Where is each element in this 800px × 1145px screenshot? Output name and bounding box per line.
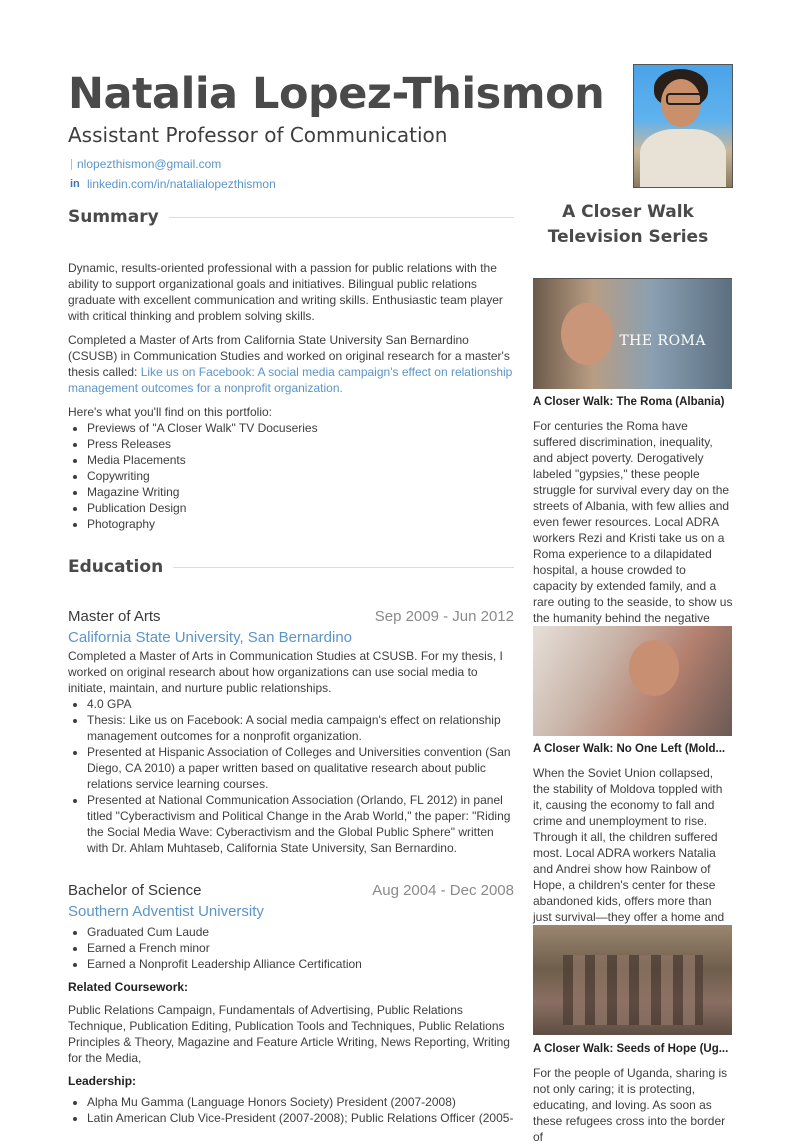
video-description: When the Soviet Union collapsed, the stability of Moldova toppled with it, causing the economy to fall and crime and unemployment to rise. Through it all, the children suffered most. Local ADRA workers Natalia and Andrei show how Rainbow of Hope, a children's center for these abandoned kids, offers more than just survival—they offer a home and — [533, 766, 725, 924]
contact-block — [68, 154, 514, 194]
coursework-text: Public Relations Campaign, Fundamentals of Advertising, Public Relations Technique, Publication Editing, Publication Tools and Techniques, Public Relations Principles & Theory, Magazine and Feature Article Writing, News Reporting, Writing for the Media, — [68, 1003, 510, 1065]
linkedin-row[interactable] — [68, 174, 514, 194]
video-description: For centuries the Roma have suffered discrimination, inequality, and abject poverty. Derogatively labeled "gypsies," these people struggle for survival every day on the streets of Albania, with few allies and even fewer resources. Local ADRA workers Rezi and Kristi take us on a Roma experience to a dilapidated hospital, a house crowded to capacity by extended family, and a rare outing to the seaside, to show us the humanity behind the negative — [533, 419, 733, 625]
photo-body-shape — [640, 129, 726, 188]
leadership-label: Leadership: — [68, 1074, 137, 1088]
video-thumbnail-uganda[interactable] — [533, 925, 732, 1035]
education-entry-bs — [68, 882, 514, 1126]
degree-dates: Aug 2004 - Dec 2008 — [372, 882, 514, 899]
summary-heading: Summary — [68, 207, 159, 227]
sidebar-title: A Closer Walk Television Series — [547, 202, 709, 247]
list-item: • Publication Design — [87, 500, 514, 516]
main-column — [68, 60, 605, 1126]
degree-title: Bachelor of Science — [68, 882, 202, 899]
list-item: • Copywriting — [87, 468, 514, 484]
summary-header — [68, 204, 514, 230]
school-name[interactable]: Southern Adventist University — [68, 903, 264, 920]
list-item: • Presented at National Communication Association (Orlando, FL 2012) in panel titled "Cyberactivism and Political Change in the Arab World," the paper: "Riding the Social Media Wave: Cyberactivism and the Global Public Sphere" written with Dr. Ahlam Muhtaseb, California State University, San Bernardino. — [87, 792, 514, 856]
list-item: • Alpha Mu Gamma (Language Honors Society) President (2007-2008) — [87, 1094, 514, 1110]
bs-row — [68, 882, 514, 899]
degree-title: Master of Arts — [68, 608, 161, 625]
linkedin-icon: in — [70, 178, 80, 190]
education-entry-ma — [68, 608, 514, 856]
summary-paragraph-2 — [68, 332, 514, 396]
video-caption[interactable]: A Closer Walk: Seeds of Hope (Ug... — [533, 1043, 729, 1055]
coursework-label: Related Coursework: — [68, 980, 189, 994]
profile-photo — [633, 64, 733, 188]
list-item: • Thesis: Like us on Facebook: A social media campaign's effect on relationship management outcomes for a nonprofit organization. — [87, 712, 514, 744]
portfolio-list — [68, 420, 514, 532]
linkedin-link[interactable]: linkedin.com/in/natalialopezthismon — [87, 177, 276, 191]
list-item: • 4.0 GPA — [87, 696, 514, 712]
leadership-list — [68, 1094, 514, 1126]
list-item: • Press Releases — [87, 436, 514, 452]
thumbnail-child-figure — [561, 303, 613, 365]
photo-glasses-shape — [666, 93, 702, 105]
summary-paragraph-1: Dynamic, results-oriented professional with a passion for public relations with the ability to support organizational goals and initiatives. Bilingual public relations graduate with excellent communication and writing skills. Enthusiastic team player with critical thinking and problem solving skills. — [68, 261, 503, 323]
thumbnail-overlay-text: THE ROMA — [619, 333, 706, 349]
email-row[interactable] — [68, 154, 514, 174]
video-description: For the people of Uganda, sharing is not only caring; it is protecting, educating, and loving. As soon as these refugees cross into the border of — [533, 1066, 728, 1144]
list-item: • Presented at Hispanic Association of Colleges and Universities convention (San Diego, CA 2010) a paper written based on qualitative research about public relations service learning courses. — [87, 744, 514, 792]
video-caption[interactable]: A Closer Walk: No One Left (Mold... — [533, 743, 726, 755]
video-thumbnail-roma[interactable] — [533, 279, 732, 389]
degree-description: Completed a Master of Arts in Communication Studies at CSUSB. For my thesis, I worked on original research about how organizations can use social media to initiate, maintain, and nurture public relationships. — [68, 649, 503, 695]
video-caption[interactable]: A Closer Walk: The Roma (Albania) — [533, 396, 725, 408]
job-title: Assistant Professor of Communication — [68, 123, 448, 147]
video-thumbnail-moldova[interactable] — [533, 626, 732, 736]
list-item: • Graduated Cum Laude — [87, 924, 514, 940]
education-rule — [173, 567, 514, 568]
thumbnail-people-figure — [563, 955, 703, 1025]
education-header — [68, 554, 514, 580]
person-name: Natalia Lopez-Thismon — [68, 69, 605, 119]
ma-row — [68, 608, 514, 625]
thesis-link[interactable]: Like us on Facebook: A social media campaign's effect on relationship management outcomes for a nonprofit organization. — [68, 365, 513, 395]
list-item: • Photography — [87, 516, 514, 532]
list-item: • Media Placements — [87, 452, 514, 468]
thumbnail-child-figure — [629, 640, 679, 696]
degree-bullets — [68, 696, 514, 856]
summary-paragraph-2-text: Completed a Master of Arts from California State University San Bernardino (CSUSB) in Communication Studies and worked on original research for a master's thesis called: — [68, 333, 510, 379]
degree-bullets — [68, 924, 514, 972]
degree-dates: Sep 2009 - Jun 2012 — [374, 608, 514, 625]
summary-rule — [169, 217, 514, 218]
list-item: • Latin American Club Vice-President (2007-2008); Public Relations Officer (2005- — [87, 1110, 514, 1126]
list-item: • Earned a French minor — [87, 940, 514, 956]
education-heading: Education — [68, 557, 164, 577]
summary-paragraph-3: Here's what you'll find on this portfolio: — [68, 405, 273, 419]
list-item: • Magazine Writing — [87, 484, 514, 500]
list-item: • Earned a Nonprofit Leadership Alliance Certification — [87, 956, 514, 972]
email-icon — [71, 159, 72, 170]
email-link[interactable]: nlopezthismon@gmail.com — [77, 157, 222, 171]
list-item: • Previews of "A Closer Walk" TV Docuseries — [87, 420, 514, 436]
school-name[interactable]: California State University, San Bernardino — [68, 629, 353, 646]
